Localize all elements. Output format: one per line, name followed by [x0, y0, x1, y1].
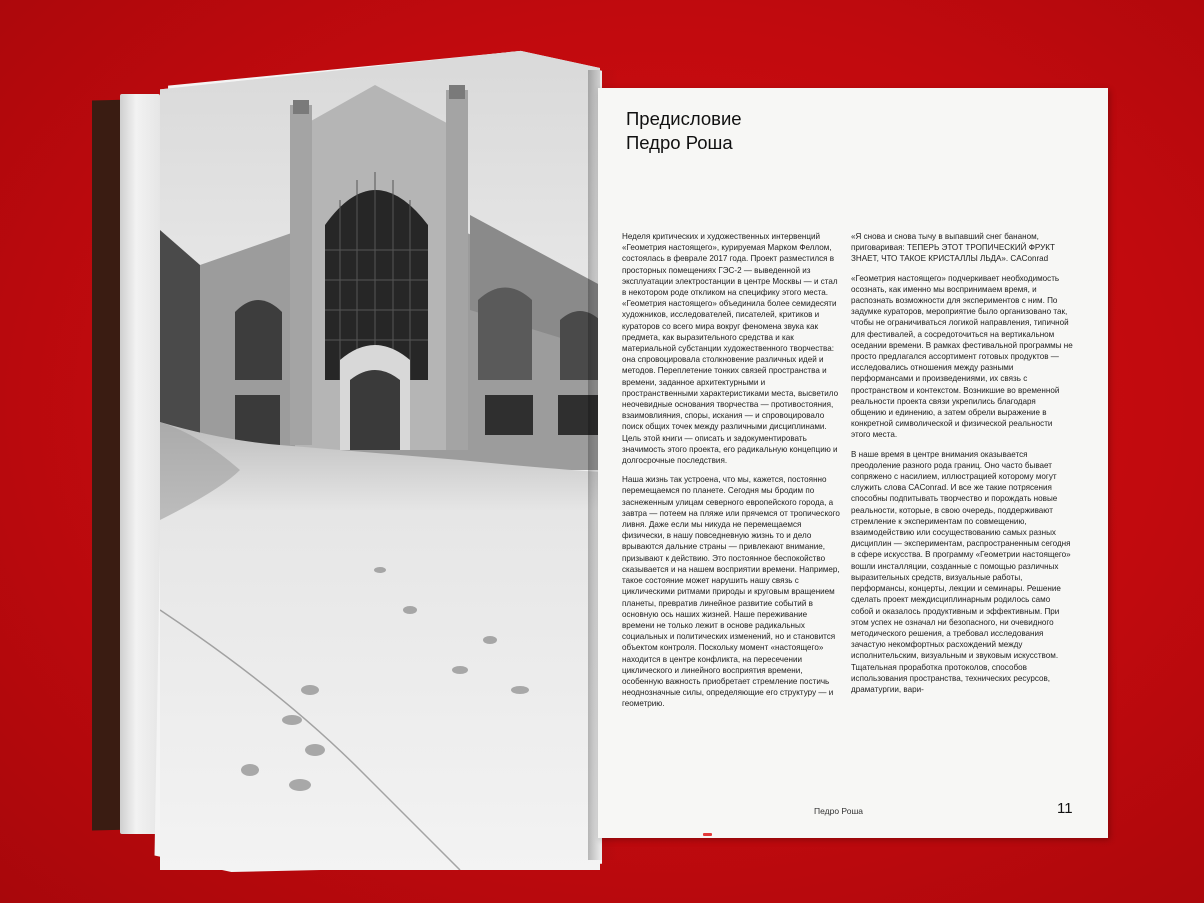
- paragraph: Наша жизнь так устроена, что мы, кажется, постоянно перемещаемся по планете. Сегодня мы бродим по заснеженным улицам северного европейского города, а завтра — потеем на пляже или прячемся от тропического ливня. Даже если мы никуда не перемещаемся физически, в нашу повседневную жизнь то и дело врываются дальние страны — привлекают внимание, призывают к действию. Это постоянное беспокойство сказывается и на нашем восприятии времени. Например, такое состояние может нарушить нашу связь с циклическими ритмами природы и круговым вращением планеты, превратив линейное развитие событий в основную ось наших жизней. Наше переживание времени не только лежит в основе радикальных социальных и политических изменений, но и становится объектом контроля. Поскольку момент «настоящего» находится в центре конфликта, на пересечении циклического и линейного восприятия времени, особенную важность приобретает стремление постичь неоднозначные силы, определяющие его структуру — и геометрию.: [622, 475, 840, 709]
- page-stack: [120, 94, 160, 834]
- paragraph: «Геометрия настоящего» подчеркивает необходимость осознать, как именно мы воспринимаем время, и распознать возможности для экспериментов с ним. По задумке кураторов, мероприятие было организовано так, чтобы не ограничиваться логикой направления, типичной для фестивалей, а сосредоточиться на вертикальном оседании времени. В рамках фестивальной программы не просто предлагался ассортимент готовых продуктов — исследовались отношения между разными перформансами и произведениями, их связь с пространством и контекстом. Возникшие во временной реальности проекта связи укрепились благодаря общению и единению, а затем обрели выражение в конкретной символической и физической реальности этого места.: [851, 273, 1073, 440]
- title-line-2: Педро Роша: [626, 132, 733, 153]
- paragraph: В наше время в центре внимания оказывается преодоление разного рода границ. Оно часто бывает сопряжено с насилием, иллюстрацией которому могут служить слова CAConrad. И все же такие потрясения способны подпитывать творчество и порождать новые реальности, которые, в свою очередь, поддерживают стремление к экспериментам по совмещению, взаимодействию или сосуществованию самых разных дисциплин — экспериментам, распространенным сегодня в сфере искусства. В программу «Геометрии настоящего» вошли инсталляции, созданные с помощью различных выразительных средств, визуальные работы, перформансы, концерты, лекции и семинары. Решение сделать проект междисциплинарным родилось само собой и оказалось продуктивным и эффективным. При этом успех не означал ни безопасного, ни очевидного методического решения, а требовал исследования зачастую некомфортных расхождений между исполнительским, визуальным и звуковым искусством. Тщательная проработка протоколов, способов использования пространства, технических ресурсов, драматургии, вари-: [851, 449, 1071, 694]
- text-column-left: [622, 231, 840, 718]
- red-ink-mark: [703, 833, 712, 836]
- title-line-1: Предисловие: [626, 108, 742, 129]
- text-column-right: [851, 231, 1073, 703]
- epigraph-quote: «Я снова и снова тычу в выпавший снег бананом, приговаривая: ТЕПЕРЬ ЭТОТ ТРОПИЧЕСКИЙ ФРУКТ ЗНАЕТ, ЧТО ТАКОЕ КРИСТАЛЛЫ ЛЬДА». CAConrad: [851, 232, 1055, 264]
- page-number: 11: [1057, 800, 1073, 817]
- photo-icon: [160, 50, 600, 870]
- paragraph: Неделя критических и художественных интервенций «Геометрия настоящего», курируемая Марком Феллом, состоялась в феврале 2017 года. Проект разместился в просторных помещениях ГЭС-2 — выведенной из эксплуатации электростанции в центре Москвы — и стал в некотором роде откликом на специфику этого места. «Геометрия настоящего» объединила более семидесяти художников, исследователей, писателей, критиков и кураторов со всего мира вокруг феномена звука как предмета, как выразительного средства и как материальной субстанции художественного творчества: она спровоцировала столкновение различных идей и методов. Переплетение тонких связей пространства и времени, заданное архитектурными и пространственными характеристиками места, высветило неочевидные основания творчества — противостояния, взаимовлияния, споры, искания — и спровоцировало поиск общих точек между различными дисциплинами. Цель этой книги — описать и задокументировать значимость этого проекта, его радикальную концепцию и долгосрочные последствия.: [622, 232, 839, 466]
- running-footer-author: Педро Роша: [814, 806, 863, 816]
- photo-power-station-in-snow: [160, 50, 600, 870]
- page-title: [626, 107, 742, 155]
